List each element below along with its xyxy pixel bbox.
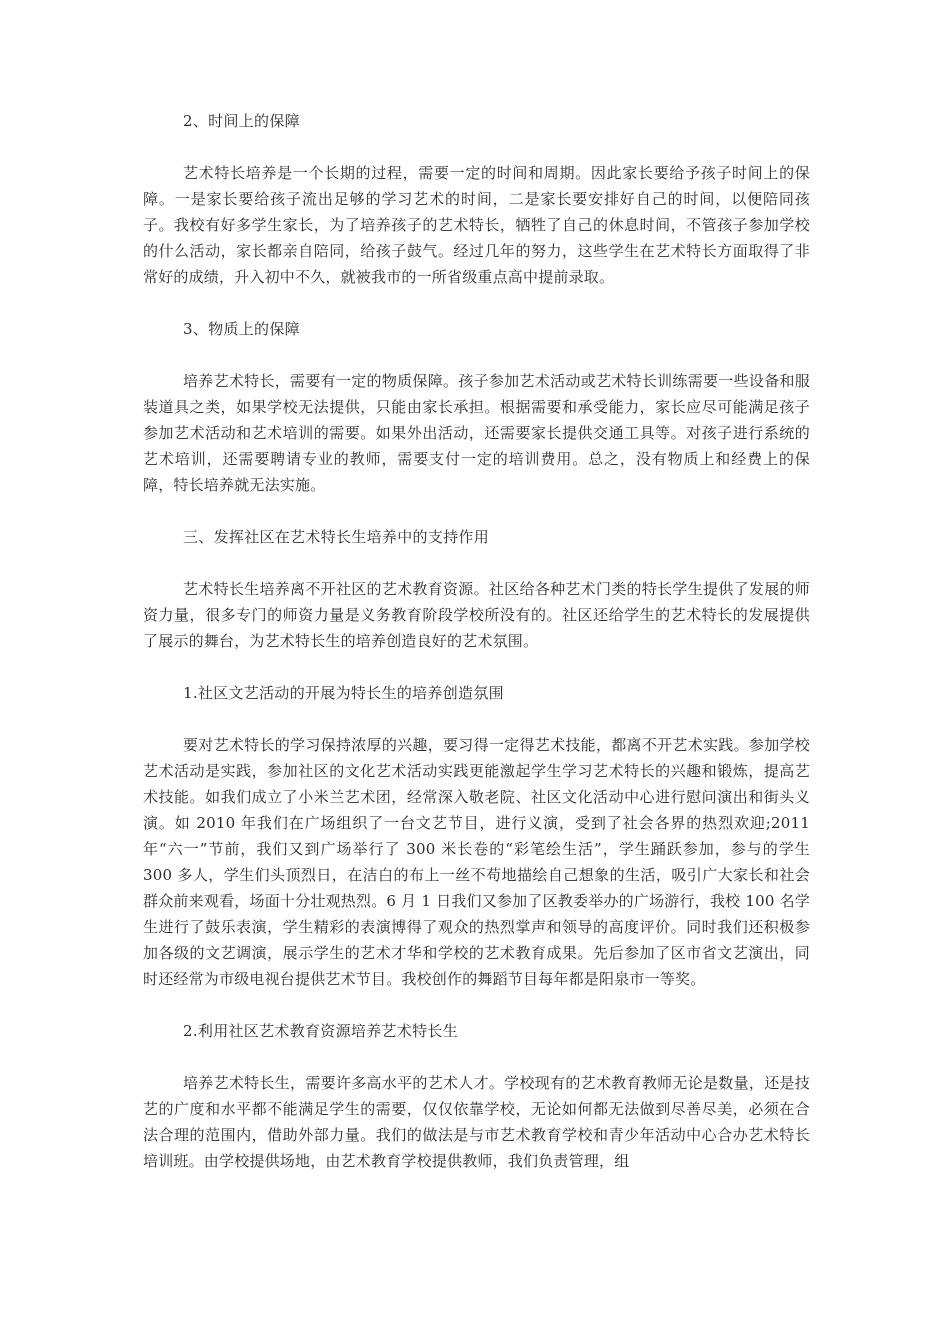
spacer [143,134,810,160]
section-paragraph: 艺术特长生培养离不开社区的艺术教育资源。社区给各种艺术门类的特长学生提供了发展的师资力量，很多专门的师资力量是义务教育阶段学校所没有的。社区还给学生的艺术特长的发展提供了展示的舞台，为艺术特长生的培养创造良好的艺术氛围。 [143,580,810,650]
spacer [143,342,810,368]
spacer [143,290,810,316]
spacer [143,706,810,732]
spacer [143,1044,810,1070]
spacer [143,992,810,1018]
spacer [143,498,810,524]
section-paragraph: 培养艺术特长，需要有一定的物质保障。孩子参加艺术活动或艺术特长训练需要一些设备和服装道具之类，如果学校无法提供，只能由家长承担。根据需要和承受能力，家长应尽可能满足孩子参加艺术活动和艺术培训的需要。如果外出活动，还需要家长提供交通工具等。对孩子进行系统的艺术培训，还需要聘请专业的教师，需要支付一定的培训费用。总之，没有物质上和经费上的保障，特长培养就无法实施。 [143,372,810,494]
section-paragraph: 培养艺术特长生，需要许多高水平的艺术人才。学校现有的艺术教育教师无论是数量，还是技艺的广度和水平都不能满足学生的需要，仅仅依靠学校，无论如何都无法做到尽善尽美，必须在合法合理的范围内，借助外部力量。我们的做法是与市艺术教育学校和青少年活动中心合办艺术特长培训班。由学校提供场地，由艺术教育学校提供教师，我们负责管理，组 [143,1074,810,1170]
section-heading: 1.社区文艺活动的开展为特长生的培养创造氛围 [183,684,504,702]
spacer [143,654,810,680]
section-heading: 2.利用社区艺术教育资源培养艺术特长生 [183,1022,459,1040]
section-heading: 3、物质上的保障 [183,320,300,338]
section-heading: 2、时间上的保障 [183,112,300,130]
section-paragraph: 要对艺术特长的学习保持浓厚的兴趣，要习得一定得艺术技能，都离不开艺术实践。参加学校艺术活动是实践，参加社区的文化艺术活动实践更能激起学生学习艺术特长的兴趣和锻炼，提高艺术技能。如我们成立了小米兰艺术团，经常深入敬老院、社区文化活动中心进行慰问演出和街头义演。如 2010 年我们在广场组织了一台文艺节目，进行义演，受到了社会各界的热烈欢迎;2011 年“六一”节前，我们又到广场举行了 300 米长卷的“彩笔绘生活”，学生踊跃参加，参与的学生 300 多人，学生们头顶烈日，在洁白的布上一丝不苟地描绘自己想象的生活，吸引广大家长和社会群众前来观看，场面十分壮观热烈。6 月 1 日我们又参加了区教委举办的广场游行，我校 100 名学生进行了鼓乐表演，学生精彩的表演博得了观众的热烈掌声和领导的高度评价。同时我们还积极参加各级的文艺调演，展示学生的艺术才华和学校的艺术教育成果。先后参加了区市省文艺演出，同时还经常为市级电视台提供艺术节目。我校创作的舞蹈节目每年都是阳泉市一等奖。 [143,736,810,988]
section-paragraph: 艺术特长培养是一个长期的过程，需要一定的时间和周期。因此家长要给予孩子时间上的保障。一是家长要给孩子流出足够的学习艺术的时间，二是家长要安排好自己的时间，以便陪同孩子。我校有好多学生家长，为了培养孩子的艺术特长，牺牲了自己的休息时间，不管孩子参加学校的什么活动，家长都亲自陪同，给孩子鼓气。经过几年的努力，这些学生在艺术特长方面取得了非常好的成绩，升入初中不久，就被我市的一所省级重点高中提前录取。 [143,164,810,286]
spacer [143,550,810,576]
section-heading: 三、发挥社区在艺术特长生培养中的支持作用 [183,528,490,546]
